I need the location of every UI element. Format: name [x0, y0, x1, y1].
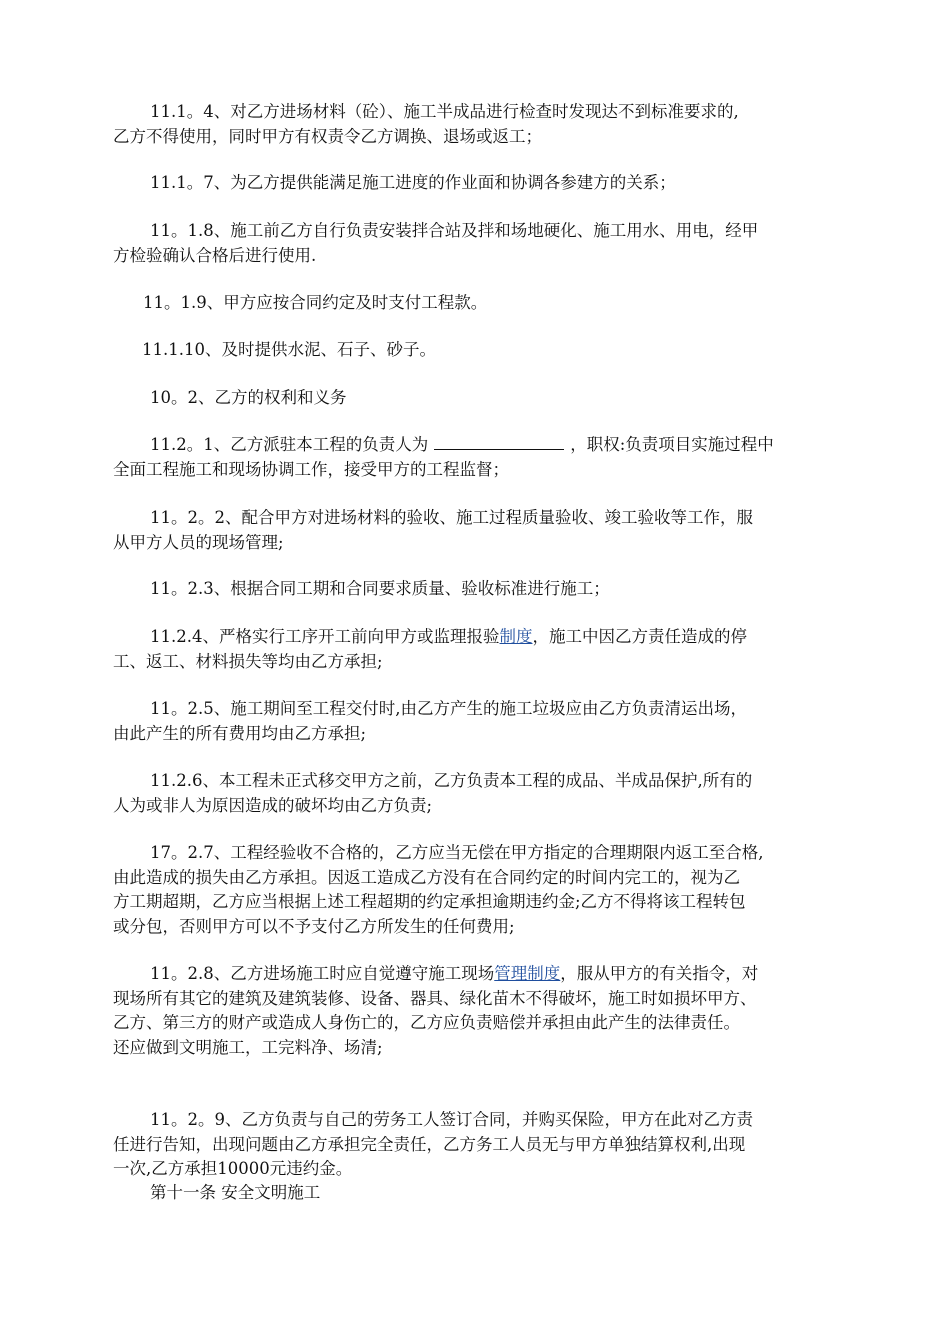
clause-11-1-8 — [113, 219, 853, 268]
blank-fill-line — [434, 433, 564, 450]
text-segment: ，服从甲方的有关指令，对 — [560, 964, 759, 983]
clause-17-2-7 — [113, 841, 853, 939]
clause-11-2-2 — [113, 506, 853, 555]
clause-11-1-9 — [113, 291, 853, 316]
text-line: 17。2.7、工程经验收不合格的，乙方应当无偿在甲方指定的合理期限内返工至合格, — [150, 843, 764, 862]
clause-11-2-3 — [113, 577, 853, 602]
text-line: 11。2。2、配合甲方对进场材料的验收、施工过程质量验收、竣工验收等工作，服 — [150, 508, 753, 527]
text-segment: 11.2。1、乙方派驻本工程的负责人为 — [150, 435, 429, 454]
text-line: 11。1.8、施工前乙方自行负责安装拌合站及拌和场地硬化、施工用水、用电，经甲 — [150, 221, 759, 240]
clause-11-1-10 — [113, 338, 853, 363]
clause-11-2-4 — [113, 625, 853, 674]
clause-11-2-9 — [113, 1108, 853, 1182]
text-line: 第十一条 安全文明施工 — [150, 1183, 321, 1202]
text-line: 由此造成的损失由乙方承担。因返工造成乙方没有在合同约定的时间内完工的，视为乙 — [113, 867, 740, 887]
text-line: 11.1。7、为乙方提供能满足施工进度的作业面和协调各参建方的关系； — [150, 173, 676, 192]
clause-11-1-4 — [113, 100, 853, 149]
text-line: 方检验确认合格后进行使用. — [113, 245, 317, 265]
text-segment: ，施工中因乙方责任造成的停 — [532, 627, 747, 646]
clause-11-2-5 — [113, 697, 853, 746]
text-line: 任进行告知，出现问题由乙方承担完全责任，乙方务工人员无与甲方单独结算权利,出现 — [113, 1134, 746, 1154]
text-line: 11。2.5、施工期间至工程交付时,由乙方产生的施工垃圾应由乙方负责清运出场， — [150, 699, 747, 718]
text-line: 11。2.3、根据合同工期和合同要求质量、验收标准进行施工； — [150, 579, 610, 598]
text-line: 乙方不得使用，同时甲方有权责令乙方调换、退场或返工； — [113, 126, 542, 146]
text-line: 11.1.10、及时提供水泥、石子、砂子。 — [142, 340, 436, 359]
text-segment: 11。2.8、乙方进场施工时应自觉遵守施工现场 — [150, 964, 495, 983]
text-line: 11。1.9、甲方应按合同约定及时支付工程款。 — [143, 293, 488, 312]
text-line: 11.1。4、对乙方进场材料（砼）、施工半成品进行检查时发现达不到标准要求的, — [150, 102, 739, 121]
text-line — [113, 625, 853, 650]
text-line: 从甲方人员的现场管理; — [113, 532, 284, 552]
text-line — [113, 433, 853, 458]
text-line: 方工期超期，乙方应当根据上述工程超期的约定承担逾期违约金;乙方不得将该工程转包 — [113, 892, 746, 911]
text-line: 现场所有其它的建筑及建筑装修、设备、器具、绿化苗木不得破坏，施工时如损坏甲方、 — [113, 988, 757, 1008]
text-line: 10。2、乙方的权利和义务 — [150, 388, 347, 407]
link-system[interactable]: 制度 — [499, 627, 533, 646]
text-line: 11.2.6、本工程未正式移交甲方之前，乙方负责本工程的成品、半成品保护,所有的 — [150, 771, 753, 790]
text-line: 全面工程施工和现场协调工作，接受甲方的工程监督； — [113, 459, 509, 479]
text-line: 由此产生的所有费用均由乙方承担; — [113, 723, 367, 743]
article-11-heading — [113, 1181, 853, 1206]
text-segment: ，职权:负责项目实施过程中 — [570, 435, 774, 454]
clause-11-2-1 — [113, 433, 853, 482]
text-segment: 11.2.4、严格实行工序开工前向甲方或监理报验 — [150, 627, 500, 646]
clause-11-1-7 — [113, 171, 853, 196]
text-line: 11。2。9、乙方负责与自己的劳务工人签订合同，并购买保险，甲方在此对乙方责 — [150, 1110, 753, 1129]
text-line: 还应做到文明施工，工完料净、场清; — [113, 1037, 383, 1057]
text-line: 人为或非人为原因造成的破坏均由乙方负责; — [113, 795, 433, 815]
text-line: 一次,乙方承担10000元违约金。 — [113, 1159, 353, 1178]
text-line — [113, 962, 853, 987]
clause-11-2-8 — [113, 962, 853, 1060]
clause-11-2-6 — [113, 769, 853, 818]
text-line: 乙方、第三方的财产或造成人身伤亡的，乙方应负责赔偿并承担由此产生的法律责任。 — [113, 1013, 740, 1032]
section-10-2-heading — [113, 386, 853, 411]
text-line: 工、返工、材料损失等均由乙方承担; — [113, 651, 383, 671]
text-line: 或分包，否则甲方可以不予支付乙方所发生的任何费用; — [113, 916, 515, 936]
link-management-system[interactable]: 管理制度 — [494, 964, 561, 983]
